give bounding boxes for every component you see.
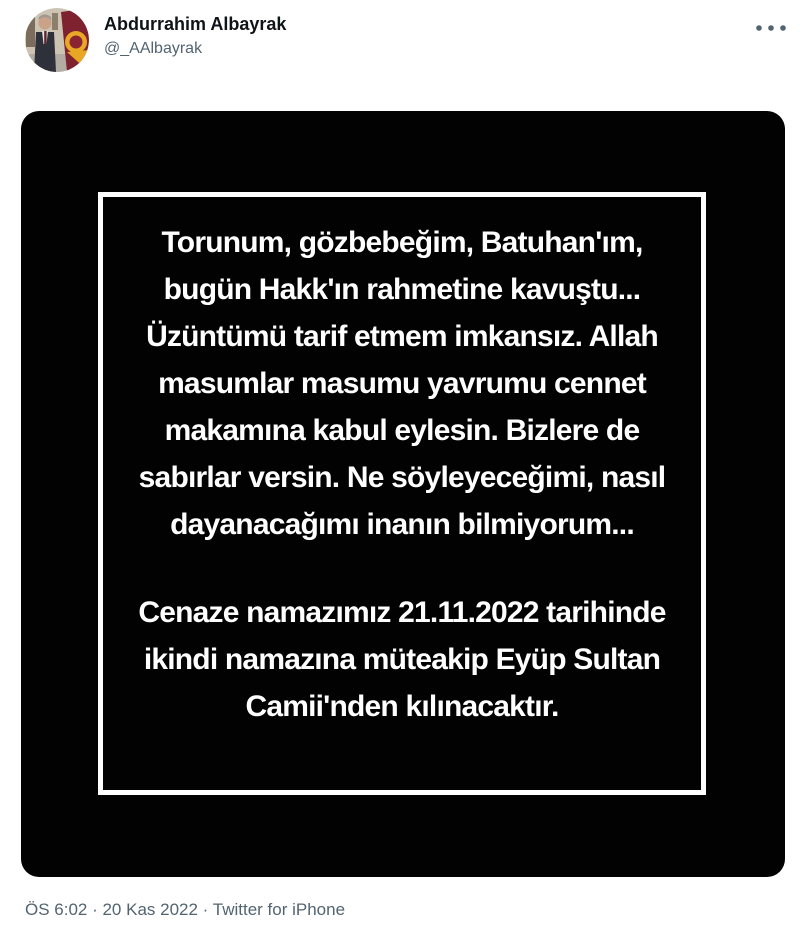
memorial-text-line: Cenaze namazımız 21.11.2022 tarihinde [138, 596, 666, 629]
memorial-text-line: Torunum, gözbebeğim, Batuhan'ım, [161, 226, 643, 259]
avatar[interactable] [25, 8, 89, 72]
memorial-text-line: Üzüntümü tarif etmem imkansız. Allah [146, 320, 658, 353]
memorial-text-line: ikindi namazına müteakip Eyüp Sultan [143, 643, 661, 676]
author-display-name[interactable]: Abdurrahim Albayrak [104, 14, 287, 34]
tweet-timestamp[interactable]: ÖS 6:02 · 20 Kas 2022 · Twitter for iPhone [25, 900, 346, 919]
memorial-text-line: masumlar masumu yavrumu cennet [158, 367, 646, 400]
avatar-image [25, 8, 89, 72]
more-horizontal-icon [755, 24, 787, 32]
author-block [104, 13, 286, 59]
memorial-text-paragraph-2 [103, 589, 701, 730]
memorial-text-paragraph-1 [103, 219, 701, 548]
more-button[interactable] [752, 16, 790, 40]
memorial-card-frame [98, 192, 706, 795]
memorial-text-line: makamına kabul eylesin. Bizlere de [164, 414, 640, 447]
author-handle[interactable]: @_AAlbayrak [104, 40, 203, 57]
memorial-text-line: bugün Hakk'ın rahmetine kavuştu... [163, 273, 641, 306]
memorial-text-line: sabırlar versin. Ne söyleyeceğimi, nasıl [138, 461, 666, 494]
memorial-text-line: dayanacağımı inanın bilmiyorum... [170, 508, 634, 541]
tweet-media-image[interactable] [21, 111, 785, 877]
memorial-text-line: Camii'nden kılınacaktır. [245, 690, 559, 723]
